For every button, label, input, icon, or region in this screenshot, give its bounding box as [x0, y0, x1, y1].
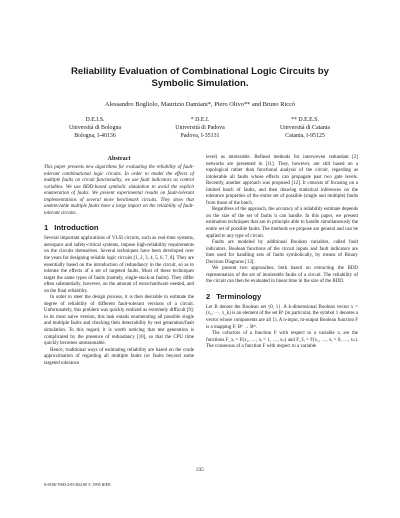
- affiliation-dees: [250, 116, 360, 141]
- intro-paragraph: Faults are modeled by additional Boolean variables, called fault indicators. Boolean functions of the circuit inputs and fault indicators are then used for handling sets of faults symbolically, by means of Binary Decision Diagrams [13].: [206, 240, 358, 265]
- section-number: 1: [44, 223, 49, 233]
- section-title: Terminology: [216, 291, 262, 301]
- affiliation-university: Università di Catania: [279, 125, 331, 132]
- affiliation-dept: D.E.I.S.: [85, 117, 105, 123]
- affiliation-city: Bologna, I-40136: [74, 133, 116, 140]
- affiliation-university: Università di Bologna: [68, 125, 122, 132]
- page-number: 235: [196, 467, 204, 473]
- terminology-paragraph: Let B denote the Boolean set {0, 1}. A k-dimensional Boolean vector x = (x₁, ···, x_k) is an element of the set Bᵏ (in particular, the symbol 1 denotes a vector whose components are all 1). A n-input, m-output Boolean function F is a mapping F: Bⁿ → Bᵐ.: [206, 304, 358, 330]
- affiliation-deis: [40, 116, 150, 141]
- author-list: Alessandro Bogliolo, Maurizio Damiani*, Piero Olivo** and Bruno Riccò: [104, 101, 296, 108]
- intro-paragraph: Regardless of the approach, the accuracy of a reliability estimate depends on the size of the set of faults it can handle. In this paper, we present estimation techniques that are in principle able to handle simultaneously the entire set of possible faults. The methods we propose are general and can be applied to any type of circuit.: [206, 207, 358, 239]
- affiliation-university: Università di Padova: [175, 125, 225, 132]
- section-heading-introduction: [44, 223, 194, 232]
- paper-title: Reliability Evaluation of Combinational Logic Circuits by Symbolic Simulation.: [71, 66, 329, 90]
- copyright-notice: 0-8186-7000-2/95 $04.00 © 1995 IEEE: [44, 482, 111, 487]
- section-heading-terminology: [206, 292, 358, 301]
- abstract-heading: Abstract: [107, 155, 131, 162]
- intro-paragraph: Hence, traditional ways of estimating reliability are based on the crude approximation of regarding all multiple faults (or faults beyond some targeted tolerance: [44, 347, 194, 366]
- abstract-text: This paper presents new algorithms for evaluating the reliability of fault-tolerant combinational logic circuits. In order to model the effects of multiple faults on circuit functionality, we use fault indicators as control variables. We use BDD-based symbolic simulation to avoid the explicit enumeration of faults. We present experimental results on fault-tolerant implementations of several more benchmark circuits. They show that undetectable multiple faults have a large impact on the reliability of fault-tolerant circuits.: [44, 165, 194, 216]
- affiliation-city: Padova, I-35131: [180, 133, 220, 140]
- affiliation-dei: [145, 116, 255, 141]
- intro-paragraph: Several important applications of VLSI circuits, such as real-time systems, aerospace and safety-critical systems, impose high-reliability requirements on the circuits themselves. Several techniques have been developed over the years for designing reliable logic circuits [1, 2, 3, 4, 5, 6, 7, 8]. They are essentially based on the introduction of redundancy in the circuit, so as to tolerate the effects of a set of targeted faults. Most of these techniques target the same types of faults (namely, single-stuck-at faults). They differ often substantially, however, on the amount of extra-hardware needed, and on the final reliability.: [44, 236, 194, 294]
- affiliation-dept: ** D.E.E.S.: [291, 117, 319, 123]
- affiliation-dept: * D.E.I.: [190, 117, 210, 123]
- right-column: [206, 155, 358, 351]
- left-column: [44, 155, 194, 367]
- section-number: 2: [206, 291, 211, 301]
- section-title: Introduction: [54, 223, 99, 233]
- intro-paragraph: In order to steer the design process, it is then desirable to estimate the degree of reliability of different fault-tolerant versions of a circuit. Unfortunately, this problem was quickly realized as extremely difficult [9]: in its most naive version, this task entails enumerating all possible single and multiple faults and checking their detectability by test generation/fault simulation. To this regard, it is worth noticing that test generation is complicated by the presence of redundancy [10], so that the CPU time quickly becomes unreasonable.: [44, 295, 194, 347]
- intro-paragraph: We present two approaches, both based on extracting the BDD representation of the set of intolerable faults of a circuit. The reliability of the circuit can then be evaluated in linear time in the size of the BDD.: [206, 266, 358, 285]
- affiliation-city: Catania, I-95125: [285, 133, 325, 140]
- terminology-paragraph: The cofactors of a function F with respect to a variable xᵢ are the functions F_xᵢ = F(x₁, …, xᵢ = 1, …, xₙ) and F_x̄ᵢ = F(x₁, …, xᵢ = 0, …, xₙ). The consensus of a function F with respect to a variable: [206, 331, 358, 350]
- intro-paragraph-continued: level) as intolerable. Refined methods for interwoven redundant [2] networks are presented in [11]. They, however, are still based on a topological rather than functional analysis of the circuit, regarding as intolerable all faults whose effects can propagate past two gate levels. Recently, another approach was proposed [12]. It consists of focusing on a limited batch of faults, and then drawing statistical inferences on the tolerance properties of the entire set of possible (single and multiple) faults from those of the batch.: [206, 155, 358, 206]
